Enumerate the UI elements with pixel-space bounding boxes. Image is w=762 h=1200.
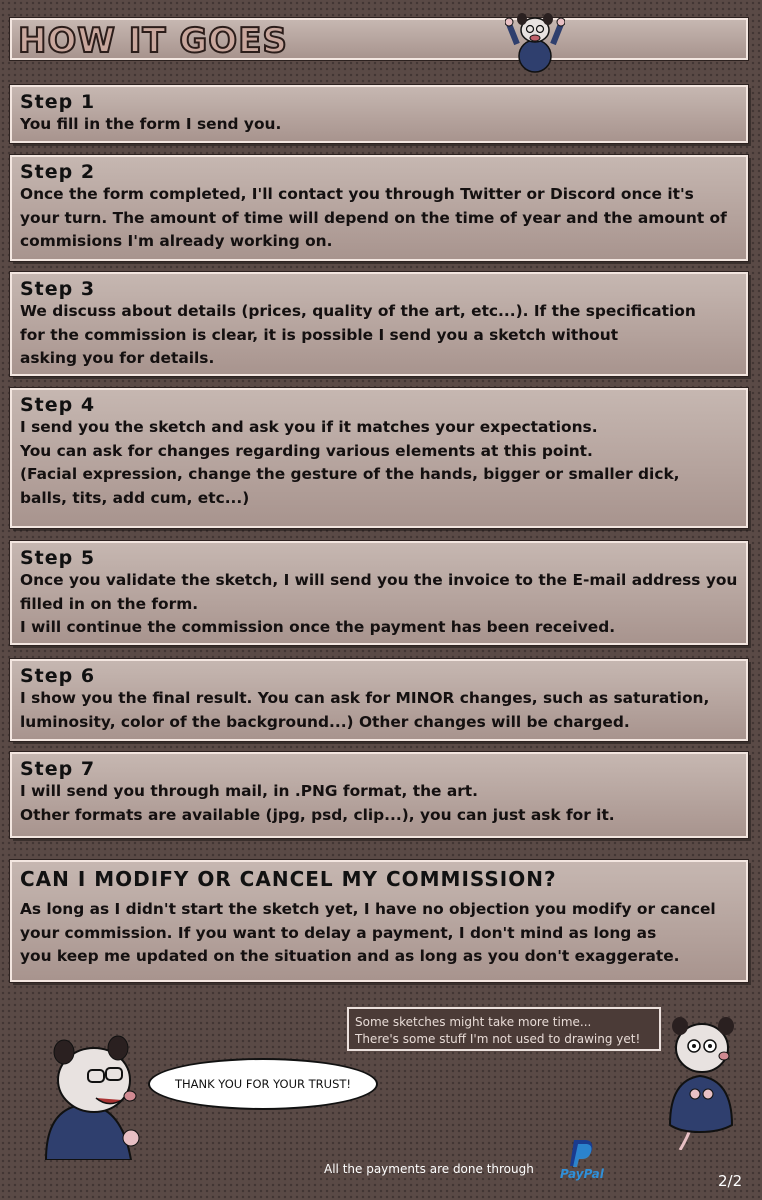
step-6-box [10, 659, 748, 741]
header-banner [10, 18, 748, 60]
step-7-text: I will send you through mail, in .PNG format, the art. Other formats are available (jpg, psd, clip...), you can just ask for it. [20, 782, 615, 824]
step-1-text: You fill in the form I send you. [20, 115, 282, 133]
paypal-icon [566, 1138, 596, 1168]
faq-title: CAN I MODIFY OR CANCEL MY COMMISSION? [20, 867, 557, 891]
step-4-title: Step 4 [20, 394, 96, 416]
step-6-title: Step 6 [20, 665, 96, 687]
step-3-text: We discuss about details (prices, quality of the art, etc...). If the specification for the commission is clear, it is possible I send you a sketch without asking you for details. [20, 302, 696, 367]
faq-box [10, 860, 748, 982]
thanks-speech-bubble: THANK YOU FOR YOUR TRUST! [148, 1058, 378, 1110]
opossum-mascot-left-icon [36, 1030, 156, 1160]
step-6-text: I show you the final result. You can ask for MINOR changes, such as saturation, luminosity, color of the background...) Other changes will be charged. [20, 689, 710, 731]
paypal-logo [556, 1138, 612, 1184]
step-7-box [10, 752, 748, 838]
step-4-box [10, 388, 748, 528]
page-number: 2/2 [718, 1172, 743, 1190]
step-2-box [10, 155, 748, 261]
step-3-box [10, 272, 748, 376]
opossum-mascot-right-icon [650, 1010, 750, 1150]
step-4-text: I send you the sketch and ask you if it matches your expectations. You can ask for changes regarding various elements at this point. (Facial expression, change the gesture of the hands, bigger or smaller dick, balls, tits, add cum, etc...) [20, 418, 680, 507]
paypal-wordmark: PayPal [560, 1167, 604, 1181]
step-1-box [10, 85, 748, 143]
step-2-text: Once the form completed, I'll contact you through Twitter or Discord once it's your turn. The amount of time will depend on the time of year and the amount of commisions I'm already working on. [20, 185, 727, 250]
step-3-title: Step 3 [20, 278, 96, 300]
step-5-text: Once you validate the sketch, I will send you the invoice to the E-mail address you filled in on the form. I will continue the commission once the payment has been received. [20, 571, 738, 636]
payment-info-text: All the payments are done through [324, 1162, 534, 1176]
step-5-box [10, 541, 748, 645]
step-7-title: Step 7 [20, 758, 96, 780]
step-1-title: Step 1 [20, 91, 96, 113]
step-5-title: Step 5 [20, 547, 96, 569]
page-title: HOW IT GOES [18, 21, 288, 61]
step-2-title: Step 2 [20, 161, 96, 183]
note-speech-bubble: Some sketches might take more time... There's some stuff I'm not used to drawing yet! [347, 1007, 661, 1051]
faq-text: As long as I didn't start the sketch yet, I have no objection you modify or cancel your commission. If you want to delay a payment, I don't mind as long as you keep me updated on the situation and as long as you don't exaggerate. [20, 900, 716, 965]
opossum-mascot-top-icon [505, 4, 565, 74]
